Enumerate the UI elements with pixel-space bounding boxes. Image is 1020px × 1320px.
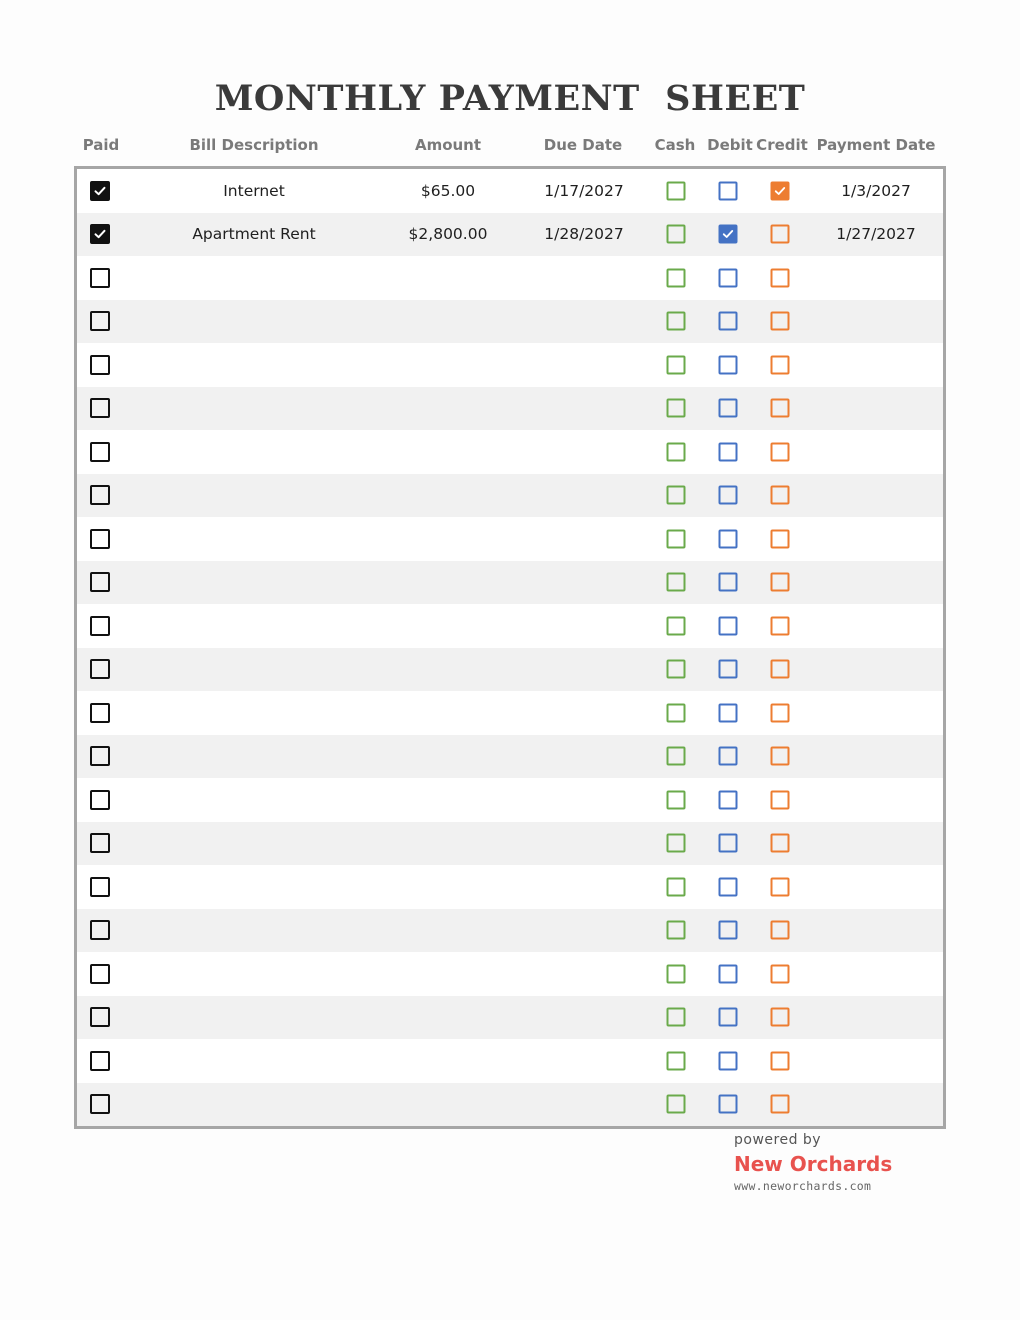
cash-checkbox[interactable] bbox=[667, 312, 686, 331]
table-row bbox=[77, 909, 943, 953]
cash-checkbox[interactable] bbox=[667, 747, 686, 766]
table-row bbox=[77, 256, 943, 300]
column-header-cash: Cash bbox=[654, 136, 696, 154]
paid-checkbox[interactable] bbox=[90, 442, 110, 462]
table-row bbox=[77, 604, 943, 648]
table-row bbox=[77, 387, 943, 431]
checkmark-icon bbox=[92, 226, 108, 242]
column-header-paid: Paid bbox=[82, 136, 120, 154]
debit-checkbox[interactable] bbox=[719, 1095, 738, 1114]
credit-checkbox[interactable] bbox=[771, 964, 790, 983]
cash-checkbox[interactable] bbox=[667, 181, 686, 200]
payment-table bbox=[74, 166, 946, 1129]
column-header-credit: Credit bbox=[756, 136, 808, 154]
credit-checkbox[interactable] bbox=[771, 399, 790, 418]
bill-description-cell[interactable]: Apartment Rent bbox=[192, 225, 316, 244]
paid-checkbox[interactable] bbox=[90, 485, 110, 505]
paid-checkbox[interactable] bbox=[90, 746, 110, 766]
paid-checkbox[interactable] bbox=[90, 1051, 110, 1071]
checkmark-icon bbox=[92, 183, 108, 199]
credit-checkbox[interactable] bbox=[771, 312, 790, 331]
debit-checkbox[interactable] bbox=[719, 1051, 738, 1070]
credit-checkbox[interactable] bbox=[771, 225, 790, 244]
credit-checkbox[interactable] bbox=[771, 877, 790, 896]
debit-checkbox[interactable] bbox=[719, 964, 738, 983]
credit-checkbox[interactable] bbox=[771, 268, 790, 287]
debit-checkbox[interactable] bbox=[719, 225, 738, 244]
amount-cell[interactable]: $2,800.00 bbox=[408, 225, 488, 244]
due-date-cell[interactable]: 1/17/2027 bbox=[544, 181, 624, 200]
debit-checkbox[interactable] bbox=[719, 747, 738, 766]
debit-checkbox[interactable] bbox=[719, 442, 738, 461]
column-header-description: Bill Description bbox=[189, 136, 319, 154]
paid-checkbox[interactable] bbox=[90, 616, 110, 636]
column-header-amount: Amount bbox=[414, 136, 482, 154]
credit-checkbox[interactable] bbox=[771, 442, 790, 461]
table-row bbox=[77, 996, 943, 1040]
paid-checkbox[interactable] bbox=[90, 964, 110, 984]
debit-checkbox[interactable] bbox=[719, 616, 738, 635]
paid-checkbox[interactable] bbox=[90, 311, 110, 331]
paid-checkbox[interactable] bbox=[90, 268, 110, 288]
debit-checkbox[interactable] bbox=[719, 790, 738, 809]
table-row bbox=[77, 648, 943, 692]
cash-checkbox[interactable] bbox=[667, 660, 686, 679]
paid-checkbox[interactable] bbox=[90, 1094, 110, 1114]
credit-checkbox[interactable] bbox=[771, 747, 790, 766]
cash-checkbox[interactable] bbox=[667, 529, 686, 548]
column-header-due-date: Due Date bbox=[543, 136, 623, 154]
cash-checkbox[interactable] bbox=[667, 268, 686, 287]
credit-checkbox[interactable] bbox=[771, 921, 790, 940]
paid-checkbox[interactable] bbox=[90, 224, 110, 244]
table-header bbox=[76, 136, 946, 158]
debit-checkbox[interactable] bbox=[719, 703, 738, 722]
checkmark-icon bbox=[721, 227, 736, 242]
credit-checkbox[interactable] bbox=[771, 790, 790, 809]
paid-checkbox[interactable] bbox=[90, 703, 110, 723]
page-title: MONTHLY PAYMENT SHEET bbox=[214, 78, 806, 119]
credit-checkbox[interactable] bbox=[771, 529, 790, 548]
credit-checkbox[interactable] bbox=[771, 1008, 790, 1027]
credit-checkbox[interactable] bbox=[771, 703, 790, 722]
cash-checkbox[interactable] bbox=[667, 355, 686, 374]
bill-description-cell[interactable]: Internet bbox=[223, 181, 285, 200]
cash-checkbox[interactable] bbox=[667, 964, 686, 983]
debit-checkbox[interactable] bbox=[719, 312, 738, 331]
cash-checkbox[interactable] bbox=[667, 834, 686, 853]
credit-checkbox[interactable] bbox=[771, 355, 790, 374]
paid-checkbox[interactable] bbox=[90, 1007, 110, 1027]
debit-checkbox[interactable] bbox=[719, 921, 738, 940]
debit-checkbox[interactable] bbox=[719, 573, 738, 592]
cash-checkbox[interactable] bbox=[667, 1051, 686, 1070]
table-row bbox=[77, 691, 943, 735]
debit-checkbox[interactable] bbox=[719, 355, 738, 374]
payment-date-cell[interactable]: 1/3/2027 bbox=[841, 181, 911, 200]
cash-checkbox[interactable] bbox=[667, 1095, 686, 1114]
debit-checkbox[interactable] bbox=[719, 399, 738, 418]
cash-checkbox[interactable] bbox=[667, 616, 686, 635]
cash-checkbox[interactable] bbox=[667, 225, 686, 244]
table-row bbox=[77, 561, 943, 605]
table-row bbox=[77, 865, 943, 909]
cash-checkbox[interactable] bbox=[667, 399, 686, 418]
debit-checkbox[interactable] bbox=[719, 877, 738, 896]
table-row bbox=[77, 169, 943, 213]
paid-checkbox[interactable] bbox=[90, 181, 110, 201]
credit-checkbox[interactable] bbox=[771, 660, 790, 679]
cash-checkbox[interactable] bbox=[667, 921, 686, 940]
paid-checkbox[interactable] bbox=[90, 398, 110, 418]
checkmark-icon bbox=[773, 183, 788, 198]
table-row bbox=[77, 300, 943, 344]
table-row bbox=[77, 952, 943, 996]
credit-checkbox[interactable] bbox=[771, 573, 790, 592]
table-row bbox=[77, 822, 943, 866]
paid-checkbox[interactable] bbox=[90, 790, 110, 810]
payment-date-cell[interactable]: 1/27/2027 bbox=[836, 225, 916, 244]
credit-checkbox[interactable] bbox=[771, 1051, 790, 1070]
credit-checkbox[interactable] bbox=[771, 1095, 790, 1114]
cash-checkbox[interactable] bbox=[667, 1008, 686, 1027]
credit-checkbox[interactable] bbox=[771, 486, 790, 505]
paid-checkbox[interactable] bbox=[90, 355, 110, 375]
debit-checkbox[interactable] bbox=[719, 834, 738, 853]
table-row bbox=[77, 343, 943, 387]
amount-cell[interactable]: $65.00 bbox=[420, 181, 476, 200]
table-row bbox=[77, 778, 943, 822]
column-header-debit: Debit bbox=[707, 136, 753, 154]
brand-logo[interactable]: New Orchards bbox=[734, 1152, 893, 1176]
cash-checkbox[interactable] bbox=[667, 703, 686, 722]
credit-checkbox[interactable] bbox=[771, 616, 790, 635]
paid-checkbox[interactable] bbox=[90, 877, 110, 897]
debit-checkbox[interactable] bbox=[719, 660, 738, 679]
cash-checkbox[interactable] bbox=[667, 877, 686, 896]
table-row bbox=[77, 213, 943, 257]
table-row bbox=[77, 517, 943, 561]
debit-checkbox[interactable] bbox=[719, 268, 738, 287]
paid-checkbox[interactable] bbox=[90, 659, 110, 679]
credit-checkbox[interactable] bbox=[771, 834, 790, 853]
brand-url[interactable]: www.neworchards.com bbox=[734, 1179, 872, 1193]
debit-checkbox[interactable] bbox=[719, 1008, 738, 1027]
cash-checkbox[interactable] bbox=[667, 442, 686, 461]
paid-checkbox[interactable] bbox=[90, 920, 110, 940]
credit-checkbox[interactable] bbox=[771, 181, 790, 200]
cash-checkbox[interactable] bbox=[667, 486, 686, 505]
debit-checkbox[interactable] bbox=[719, 529, 738, 548]
table-row bbox=[77, 474, 943, 518]
cash-checkbox[interactable] bbox=[667, 790, 686, 809]
due-date-cell[interactable]: 1/28/2027 bbox=[544, 225, 624, 244]
table-row bbox=[77, 1039, 943, 1083]
paid-checkbox[interactable] bbox=[90, 833, 110, 853]
branding bbox=[734, 1132, 892, 1193]
column-header-payment-date: Payment Date bbox=[816, 136, 936, 154]
paid-checkbox[interactable] bbox=[90, 529, 110, 549]
paid-checkbox[interactable] bbox=[90, 572, 110, 592]
table-row bbox=[77, 735, 943, 779]
table-row bbox=[77, 430, 943, 474]
cash-checkbox[interactable] bbox=[667, 573, 686, 592]
debit-checkbox[interactable] bbox=[719, 181, 738, 200]
table-row bbox=[77, 1083, 943, 1127]
debit-checkbox[interactable] bbox=[719, 486, 738, 505]
powered-by-text: powered by bbox=[734, 1132, 822, 1148]
